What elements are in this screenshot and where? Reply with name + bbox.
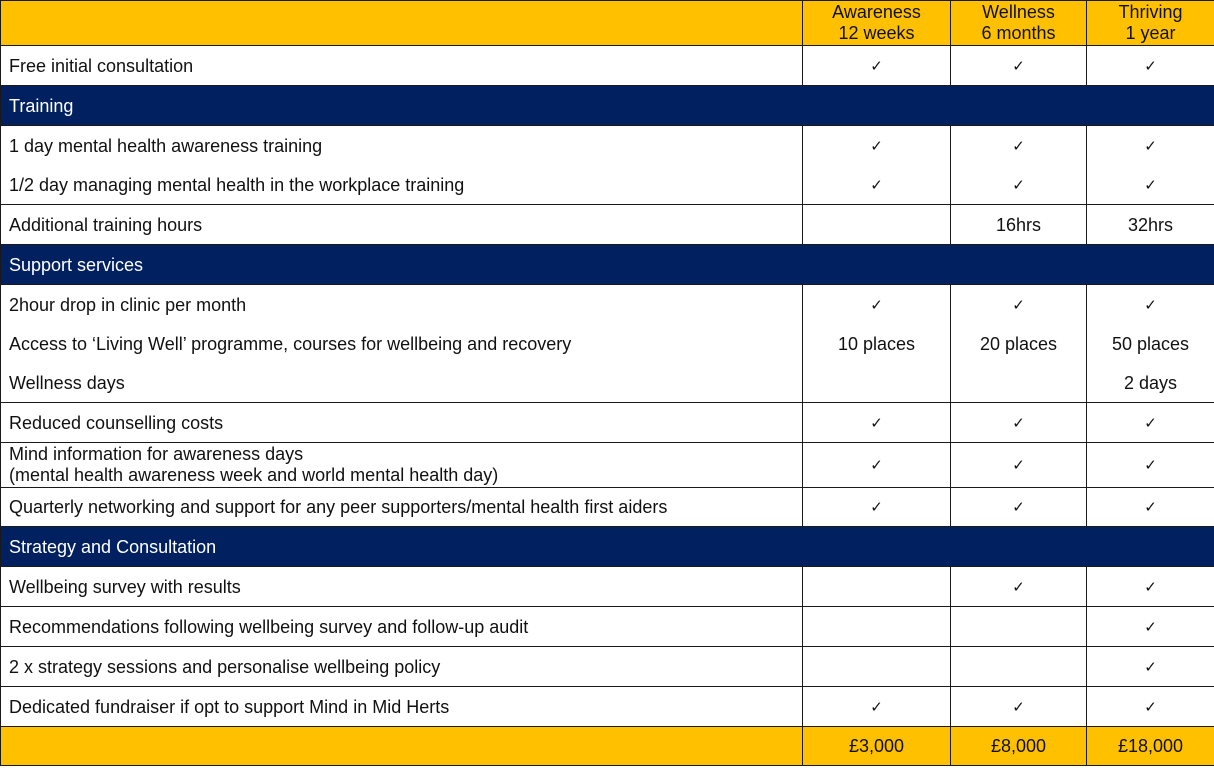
table-row (1, 46, 1214, 86)
feature-label: Wellbeing survey with results (1, 567, 803, 607)
thriving-price: £18,000 (1087, 727, 1214, 766)
thriving-value: ✓ (1087, 443, 1214, 488)
section-title: Strategy and Consultation (1, 527, 1214, 567)
feature-label: Free initial consultation (1, 46, 803, 86)
section-title: Support services (1, 245, 1214, 285)
table-row (1, 443, 1214, 488)
thriving-value: ✓ (1087, 46, 1214, 86)
awareness-value: ✓ (803, 403, 951, 443)
wellness-price: £8,000 (951, 727, 1087, 766)
awareness-value: 10 places (803, 324, 951, 363)
awareness-value: ✓ (803, 443, 951, 488)
awareness-value: ✓ (803, 285, 951, 325)
wellness-duration: 6 months (981, 23, 1056, 43)
table-row (1, 205, 1214, 245)
table-row (1, 165, 1214, 205)
header-thriving (1087, 1, 1214, 46)
thriving-value: ✓ (1087, 165, 1214, 205)
thriving-value: 2 days (1087, 363, 1214, 403)
table-row (1, 285, 1214, 325)
table-row (1, 363, 1214, 403)
section-header-training (1, 86, 1214, 126)
wellness-value (951, 607, 1087, 647)
section-header-support (1, 245, 1214, 285)
wellness-name: Wellness (982, 2, 1055, 22)
wellness-value: ✓ (951, 46, 1087, 86)
wellness-value: ✓ (951, 687, 1087, 727)
thriving-value: ✓ (1087, 403, 1214, 443)
wellness-value: ✓ (951, 443, 1087, 488)
feature-label: Quarterly networking and support for any peer supporters/mental health first aiders (1, 488, 803, 527)
feature-label (1, 443, 803, 488)
thriving-value: ✓ (1087, 488, 1214, 527)
feature-label: Additional training hours (1, 205, 803, 245)
feature-label: 2 x strategy sessions and personalise wellbeing policy (1, 647, 803, 687)
price-row (1, 727, 1214, 766)
feature-label: Access to ‘Living Well’ programme, courses for wellbeing and recovery (1, 324, 803, 363)
price-blank-cell (1, 727, 803, 766)
feature-label: 2hour drop in clinic per month (1, 285, 803, 325)
feature-label: Recommendations following wellbeing survey and follow-up audit (1, 607, 803, 647)
feature-label-line2: (mental health awareness week and world mental health day) (9, 465, 499, 485)
awareness-value (803, 363, 951, 403)
table-row (1, 126, 1214, 166)
table-row (1, 687, 1214, 727)
feature-label: Wellness days (1, 363, 803, 403)
thriving-value: 50 places (1087, 324, 1214, 363)
thriving-value: ✓ (1087, 647, 1214, 687)
thriving-value: ✓ (1087, 285, 1214, 325)
thriving-duration: 1 year (1125, 23, 1176, 43)
wellness-value: 20 places (951, 324, 1087, 363)
feature-label: 1/2 day managing mental health in the workplace training (1, 165, 803, 205)
table-row (1, 324, 1214, 363)
awareness-name: Awareness (832, 2, 921, 22)
awareness-value (803, 647, 951, 687)
section-header-strategy (1, 527, 1214, 567)
wellness-value (951, 363, 1087, 403)
table-row (1, 647, 1214, 687)
thriving-value: ✓ (1087, 126, 1214, 166)
awareness-value (803, 607, 951, 647)
awareness-value: ✓ (803, 488, 951, 527)
awareness-value: ✓ (803, 46, 951, 86)
feature-label: Reduced counselling costs (1, 403, 803, 443)
thriving-value: ✓ (1087, 607, 1214, 647)
awareness-value (803, 567, 951, 607)
header-blank-cell (1, 1, 803, 46)
wellness-value: ✓ (951, 285, 1087, 325)
awareness-value: ✓ (803, 165, 951, 205)
feature-label-line1: Mind information for awareness days (9, 444, 304, 464)
header-wellness (951, 1, 1087, 46)
wellness-value: ✓ (951, 126, 1087, 166)
header-row (1, 1, 1214, 46)
feature-label: Dedicated fundraiser if opt to support Mind in Mid Herts (1, 687, 803, 727)
thriving-value: ✓ (1087, 567, 1214, 607)
awareness-value (803, 205, 951, 245)
wellness-value: ✓ (951, 567, 1087, 607)
section-title: Training (1, 86, 1214, 126)
wellness-value: ✓ (951, 403, 1087, 443)
table-row (1, 607, 1214, 647)
wellness-value: ✓ (951, 488, 1087, 527)
awareness-duration: 12 weeks (838, 23, 915, 43)
table-row (1, 488, 1214, 527)
thriving-value: 32hrs (1087, 205, 1214, 245)
thriving-value: ✓ (1087, 687, 1214, 727)
table-row (1, 567, 1214, 607)
thriving-name: Thriving (1118, 2, 1183, 22)
feature-label: 1 day mental health awareness training (1, 126, 803, 166)
awareness-value: ✓ (803, 126, 951, 166)
awareness-value: ✓ (803, 687, 951, 727)
wellness-value (951, 647, 1087, 687)
table-row (1, 403, 1214, 443)
header-awareness (803, 1, 951, 46)
awareness-price: £3,000 (803, 727, 951, 766)
wellness-value: 16hrs (951, 205, 1087, 245)
wellness-value: ✓ (951, 165, 1087, 205)
